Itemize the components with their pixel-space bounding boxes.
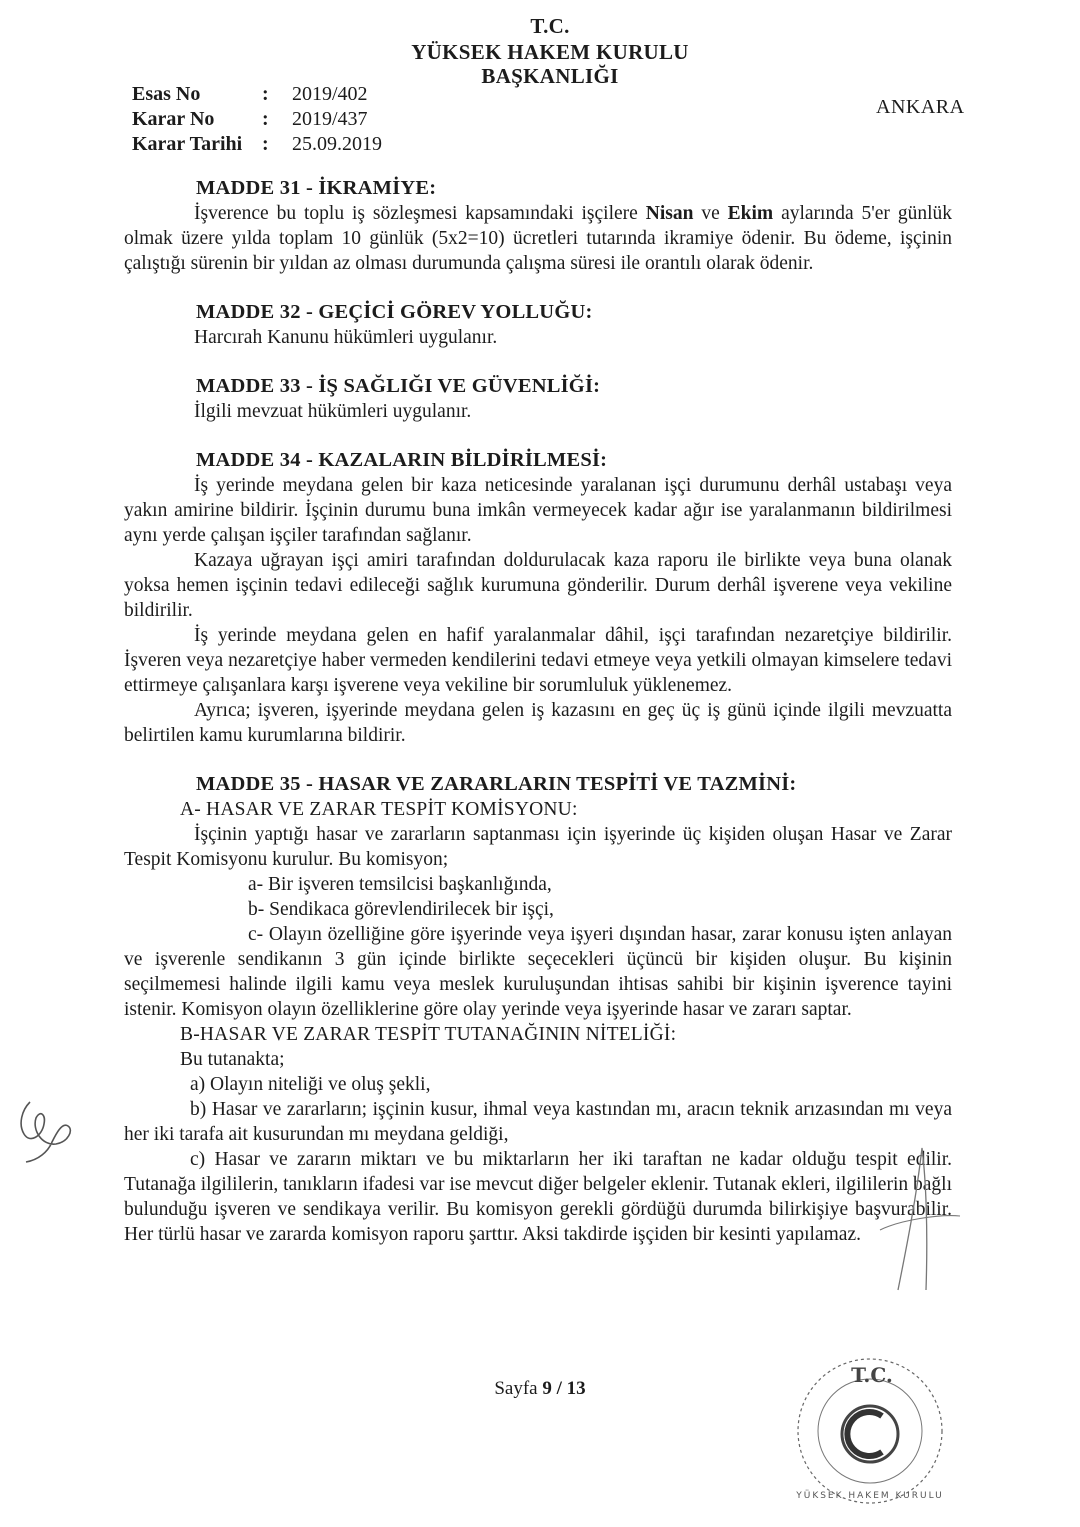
- list-item: b- Sendikaca görevlendirilecek bir işçi,: [248, 899, 554, 920]
- article-33-title: MADDE 33 - İŞ SAĞLIĞI VE GÜVENLİĞİ:: [196, 375, 601, 397]
- list-item: a- Bir işveren temsilcisi başkanlığında,: [248, 874, 552, 895]
- article-31-paragraph: [124, 201, 952, 276]
- meta-colon: :: [262, 108, 269, 130]
- header-office: BAŞKANLIĞI: [481, 64, 619, 88]
- meta-label: Karar No: [132, 108, 215, 130]
- meta-row-tarih: [132, 132, 382, 157]
- article-34-paragraph-3: İş yerinde meydana gelen en hafif yaralanmalar dâhil, işçi tarafından nezaretçiye bildirilir. İşveren veya nezaretçiye haber vermeden kendilerini tedavi etmeye veya yetkili olmayan kimselere tedavi ettirmeye çalışanlara karşı işverene veya vekiline bir sorumluluk yüklenemez.: [124, 625, 952, 696]
- official-seal-stamp: [770, 1346, 960, 1511]
- header-tc: T.C.: [530, 14, 570, 38]
- article-33-paragraph: İlgili mevzuat hükümleri uygulanır.: [194, 401, 472, 422]
- article-31-title: MADDE 31 - İKRAMİYE:: [196, 177, 437, 199]
- article-34-paragraph-1: İş yerinde meydana gelen bir kaza neticesinde yaralanan işçi durumunu derhâl ustabaşı veya yakın amirine bildirir. İşçinin durumu buna imkân vermeyecek kadar ağır ise yaralanmanın bildirilmesi aynı yerde çalışan işçiler tarafından sağlanır.: [124, 475, 952, 546]
- article-34-title: MADDE 34 - KAZALARIN BİLDİRİLMESİ:: [196, 449, 608, 471]
- case-meta: [132, 82, 382, 157]
- list-item: a) Olayın niteliği ve oluş şekli,: [190, 1074, 431, 1095]
- page-number: 9 / 13: [542, 1378, 586, 1399]
- month-nisan: Nisan: [645, 203, 694, 224]
- month-ekim: Ekim: [727, 203, 774, 224]
- article-34-paragraph-2: Kazaya uğrayan işçi amiri tarafından doldurulacak kaza raporu ile birlikte veya buna olanak yoksa hemen işçinin tedavi edileceği sağlık kurumuna gönderilir. Durum derhâl işverene veya vekiline bildirilir.: [124, 550, 952, 621]
- list-item: b) Hasar ve zararların; işçinin kusur, ihmal veya kastından mı, aracın teknik arızasından mı veya her iki tarafa ait kusurundan mı meydana geldiği,: [124, 1099, 952, 1145]
- document-body: [124, 176, 952, 1247]
- article-32-title: MADDE 32 - GEÇİCİ GÖREV YOLLUĞU:: [196, 301, 593, 323]
- page-number-prefix: Sayfa: [494, 1378, 543, 1399]
- meta-row-esas: [132, 82, 382, 107]
- meta-colon: :: [262, 133, 269, 155]
- meta-value: 25.09.2019: [292, 133, 382, 155]
- text-run: İşverence bu toplu iş sözleşmesi kapsamındaki işçilere: [194, 203, 646, 224]
- meta-label: Esas No: [132, 83, 201, 105]
- article-34-paragraph-4: Ayrıca; işveren, işyerinde meydana gelen iş kazasını en geç üç iş günü içinde ilgili mevzuatta belirtilen kamu kurumlarına bildirir.: [124, 700, 952, 746]
- list-item: c) Hasar ve zararın miktarı ve bu miktarların her iki taraftan ne kadar olduğu tespit edilir. Tutanağa ilgililerin, tanıkların ifadesi var ise mevcut diğer belgeler eklenir. Tutanak ekleri, ilgililerin bağlı bulunduğu işveren ve sendikaya verilir. Bu komisyon gerekli gördüğü durumda bilirkişiye başvurabilir. Her türlü hasar ve zararda komisyon raporu şarttır. Aksi takdirde işçiden bir kesinti yapılamaz.: [124, 1149, 952, 1245]
- stamp-center-text: T.C.: [851, 1363, 893, 1387]
- margin-initial-mark: [12, 1090, 82, 1170]
- meta-value: 2019/437: [292, 108, 368, 130]
- meta-value: 2019/402: [292, 83, 368, 105]
- article-35-title: MADDE 35 - HASAR VE ZARARLARIN TESPİTİ VE TAZMİNİ:: [196, 773, 797, 795]
- article-32-paragraph: Harcırah Kanunu hükümleri uygulanır.: [194, 327, 498, 348]
- text-run: aylarında 5'er günlük olmak üzere yılda toplam 10 günlük (5x2=10) ücretleri tutarında ikramiye ödenir. Bu ödeme, işçinin çalıştığı sürenin bir yıldan az olması durumunda çalışma süresi ile orantılı olarak ödenir.: [124, 203, 952, 274]
- article-35-paragraph-a: İşçinin yaptığı hasar ve zararların saptanması için işyerinde üç kişiden oluşan Hasar ve Zarar Tespit Komisyonu kurulur. Bu komisyon;: [124, 824, 952, 870]
- list-item: c- Olayın özelliğine göre işyerinde veya işyeri dışından hasar, zarar konusu işten anlayan ve işverenle sendikanın 3 gün içinde birlikte seçecekleri üçüncü bir kişiden oluşur. Bu kişinin seçilmemesi halinde ilgili kamu veya meslek kuruluşundan ihtisas sahibi bir kişinin işverence tayini istenir. Komisyon olayın özelliklerine göre olay yerinde veya işyerinde hasar ve zararı saptar.: [124, 924, 952, 1020]
- article-35-subheading-b: B-HASAR VE ZARAR TESPİT TUTANAĞININ NİTELİĞİ:: [180, 1024, 677, 1045]
- article-35-intro-b: Bu tutanakta;: [180, 1049, 285, 1070]
- stamp-ring-text: YÜKSEK HAKEM KURULU: [796, 1491, 944, 1501]
- meta-colon: :: [262, 83, 269, 105]
- city-label: ANKARA: [876, 96, 965, 118]
- signature-mark: [860, 1140, 980, 1340]
- meta-label: Karar Tarihi: [132, 133, 243, 155]
- meta-row-karar: [132, 107, 382, 132]
- article-35-subheading-a: A- HASAR VE ZARAR TESPİT KOMİSYONU:: [180, 799, 578, 820]
- text-run: ve: [693, 203, 728, 224]
- header-institution: YÜKSEK HAKEM KURULU: [411, 40, 689, 64]
